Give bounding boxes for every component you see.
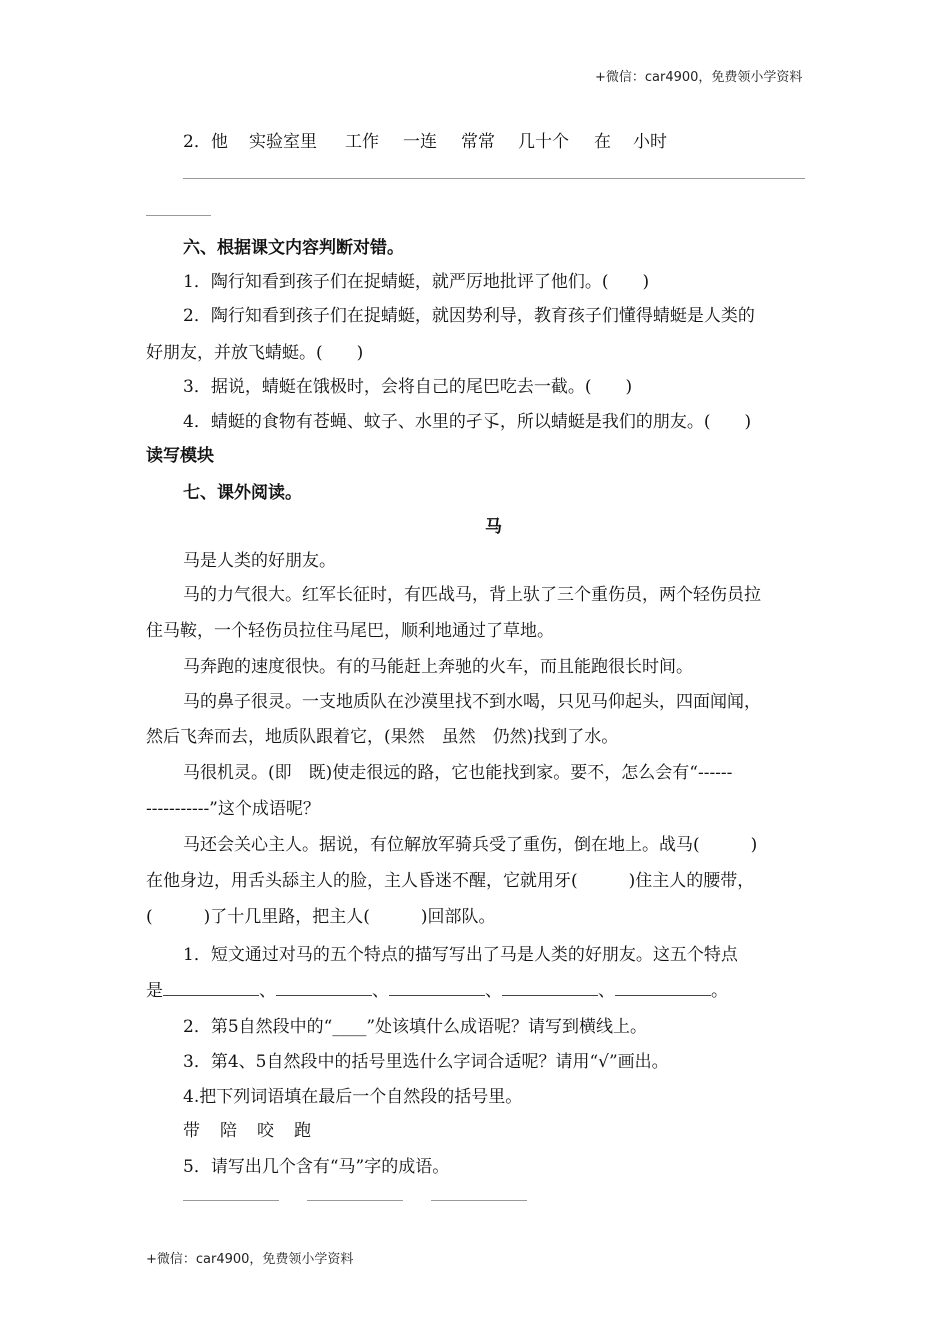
qa1-line2 xyxy=(146,976,728,1001)
q2-number: 2． xyxy=(183,132,211,152)
article-title: 马 xyxy=(485,517,502,537)
article-paragraph: 住马鞍，一个轻伤员拉住马尾巴，顺利地通过了草地。 xyxy=(146,621,554,641)
q2-word: 工作 xyxy=(345,132,379,152)
answer-line xyxy=(183,178,805,179)
qa4-word: 带 xyxy=(183,1121,200,1141)
q2-word: 常常 xyxy=(461,132,495,152)
answer-line[interactable] xyxy=(307,1200,403,1201)
q2-word: 一连 xyxy=(403,132,437,152)
qa1-end: 。 xyxy=(711,981,728,1001)
answer-blank[interactable] xyxy=(389,981,485,996)
answer-blank[interactable] xyxy=(276,981,372,996)
qa2: 2．第5自然段中的“____”处该填什么成语呢？请写到横线上。 xyxy=(183,1017,648,1037)
qa4: 4.把下列词语填在最后一个自然段的括号里。 xyxy=(183,1087,523,1107)
header-watermark: +微信：car4900，免费领小学资料 xyxy=(595,70,803,85)
section6-q4: 4．蜻蜓的食物有苍蝇、蚊子、水里的孑孓，所以蜻蜓是我们的朋友。( ) xyxy=(183,412,752,432)
qa3: 3．第4、5自然段中的括号里选什么字词合适呢？请用“√”画出。 xyxy=(183,1052,669,1072)
article-paragraph: -----------”这个成语呢？ xyxy=(146,799,320,819)
qa4-word: 陪 xyxy=(220,1121,237,1141)
section6-q3: 3．据说，蜻蜓在饿极时，会将自己的尾巴吃去一截。( ) xyxy=(183,377,633,397)
qa1-sep: 、 xyxy=(372,981,389,1001)
article-paragraph: 马很机灵。(即 既)使走很远的路，它也能找到家。要不，怎么会有“------ xyxy=(183,763,733,783)
section6-q2-line1: 2．陶行知看到孩子们在捉蜻蜓，就因势利导，教育孩子们懂得蜻蜓是人类的 xyxy=(183,306,755,326)
answer-line[interactable] xyxy=(183,1200,279,1201)
footer-watermark: +微信：car4900，免费领小学资料 xyxy=(146,1252,354,1267)
article-paragraph: 马是人类的好朋友。 xyxy=(183,551,336,571)
q2-sort-row xyxy=(183,127,228,152)
q2-word: 几十个 xyxy=(518,132,569,152)
qa5: 5．请写出几个含有“马”字的成语。 xyxy=(183,1157,450,1177)
module-title: 读写模块 xyxy=(146,446,214,466)
answer-line xyxy=(146,215,211,216)
q2-word: 小时 xyxy=(633,132,667,152)
qa1-prefix: 是 xyxy=(146,981,163,1001)
q2-word: 他 xyxy=(210,132,228,152)
qa1-sep: 、 xyxy=(598,981,615,1001)
qa1-line1: 1．短文通过对马的五个特点的描写写出了马是人类的好朋友。这五个特点 xyxy=(183,945,738,965)
answer-blank[interactable] xyxy=(502,981,598,996)
answer-blank[interactable] xyxy=(163,981,259,996)
q2-word: 实验室里 xyxy=(249,132,317,152)
qa1-sep: 、 xyxy=(259,981,276,1001)
article-paragraph: 马奔跑的速度很快。有的马能赶上奔驰的火车，而且能跑很长时间。 xyxy=(183,657,693,677)
article-paragraph: 在他身边，用舌头舔主人的脸，主人昏迷不醒，它就用牙( )住主人的腰带， xyxy=(146,871,755,891)
section7-title: 七、课外阅读。 xyxy=(183,483,302,503)
article-paragraph: 然后飞奔而去，地质队跟着它，(果然 虽然 仍然)找到了水。 xyxy=(146,727,619,747)
qa1-sep: 、 xyxy=(485,981,502,1001)
answer-blank[interactable] xyxy=(615,981,711,996)
article-paragraph: 马还会关心主人。据说，有位解放军骑兵受了重伤，倒在地上。战马( ) xyxy=(183,835,758,855)
q2-word: 在 xyxy=(594,132,611,152)
section6-title: 六、根据课文内容判断对错。 xyxy=(183,238,404,258)
section6-q1: 1．陶行知看到孩子们在捉蜻蜓，就严厉地批评了他们。( ) xyxy=(183,272,650,292)
article-paragraph: 马的鼻子很灵。一支地质队在沙漠里找不到水喝，只见马仰起头，四面闻闻， xyxy=(183,692,761,712)
answer-line[interactable] xyxy=(431,1200,527,1201)
article-paragraph: ( )了十几里路，把主人( )回部队。 xyxy=(146,907,496,927)
section6-q2-line2: 好朋友，并放飞蜻蜓。( ) xyxy=(146,343,364,363)
article-paragraph: 马的力气很大。红军长征时，有匹战马，背上驮了三个重伤员，两个轻伤员拉 xyxy=(183,585,761,605)
qa4-word: 咬 xyxy=(257,1121,274,1141)
qa4-word: 跑 xyxy=(294,1121,311,1141)
